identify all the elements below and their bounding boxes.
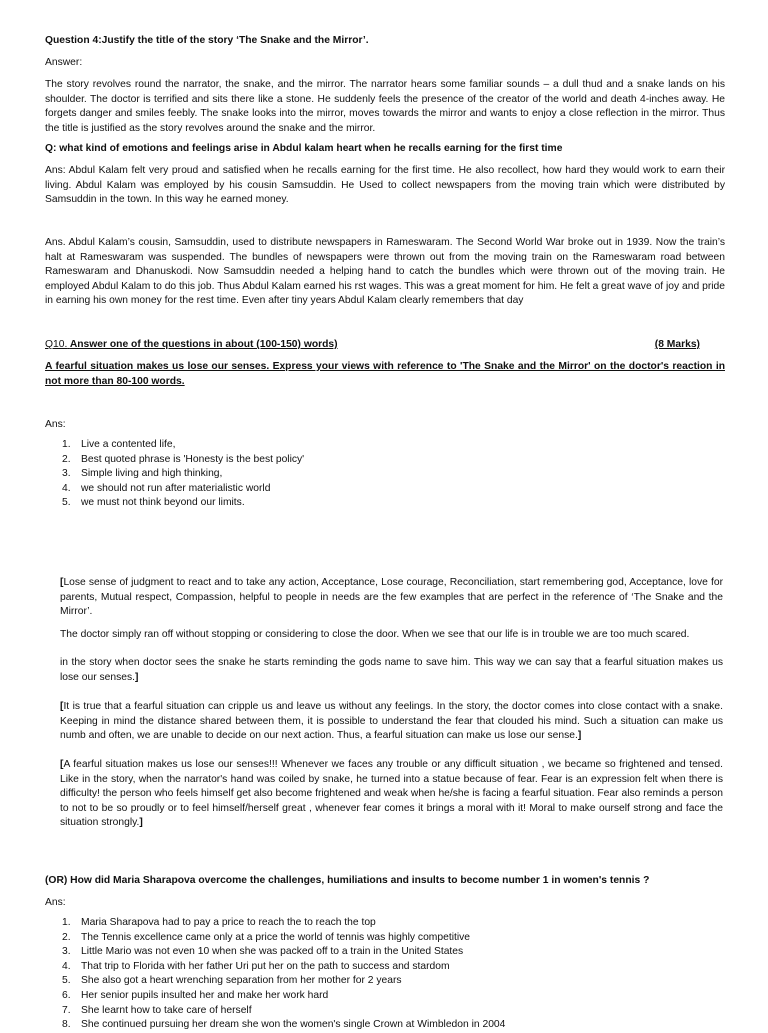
list-number: 4. (62, 482, 71, 494)
list-item (62, 482, 662, 497)
list-text: Her senior pupils insulted her and make her work hard (81, 989, 329, 1001)
bracket-1-text: Lose sense of judgment to react and to take any action, Acceptance, Lose courage, Reconciliation, start remembering god, Acceptance, love for parents, Mutual respect, Compassion, helpful to people in needs are the few examples that are perfect in the reference of ‘The Snake and the Mirror’. (60, 577, 723, 618)
list-number: 5. (62, 975, 71, 987)
list-item (62, 496, 662, 511)
or-ans-label: Ans: (45, 897, 66, 908)
list-text: Little Mario was not even 10 when she was packed off to a train in the United States (81, 946, 464, 958)
bracket-open: [ (60, 759, 64, 770)
list-text: That trip to Florida with her father Uri put her on the path to success and stardom (81, 960, 450, 972)
list-text: we must not think beyond our limits. (81, 497, 245, 509)
question-4-answer: The story revolves round the narrator, the snake, and the mirror. The narrator hears some familiar sounds – a dull thud and a snake lands on his shoulder. The doctor is terrified and sits there like a stone. He suddenly feels the presence of the creator of the world and death 4-inches away. He forgets danger and smiles feebly. The snake looks into the mirror, moves towards the mirror and wants to enjoy a close reflection in the mirror. Thus the title is justified as the story revolves around the snake and the mirror. (45, 79, 725, 134)
list-number: 1. (62, 917, 71, 928)
kalam-question: Q: what kind of emotions and feelings arise in Abdul kalam heart when he recalls earning for the first time (45, 143, 563, 154)
kalam-answer-1: Ans: Abdul Kalam felt very proud and satisfied when he recalls earning for the first time. He also recollect, how hard they would work to earn their living. Abdul Kalam was employed by his cousin Samsuddin. He Used to collect newspapers from the moving train which were distributed by Samsuddin in the town. In this way he earned money. (45, 165, 725, 206)
list-number: 6. (62, 989, 71, 1001)
q10-number: Q10. (45, 339, 68, 350)
question-4-heading: Question 4:Justify the title of the story ‘The Snake and the Mirror’. (45, 35, 369, 46)
list-text: Live a contented life, (81, 439, 176, 450)
list-number: 7. (62, 1004, 71, 1016)
list-text: She continued pursuing her dream she won the women's single Crown at Wimbledon in 2004 (81, 1019, 506, 1031)
list-number: 4. (62, 960, 71, 972)
q10-left (45, 338, 338, 353)
bracket-close: ] (134, 671, 139, 683)
list-number: 8. (62, 1019, 71, 1031)
bracket-3-text: A fearful situation makes us lose our senses!!! Whenever we faces any trouble or any difficult situation , we became so frightened and tensed. Like in the story, when the narrator's hand was coiled by snake, he turned into a statue because of fear. Fear is an expression felt when there is difficulty! the person who feels himself get also become frightened and weak when he/she is facing a fearful situation. Fear also reminds a person to not to be so proudly or to feel himself/herself great , whenever fear comes it brings a moral with it! Moral to make ourself strong and face the situation strongly. (60, 759, 723, 829)
list-item (62, 931, 702, 946)
bracket-close: ] (139, 817, 143, 829)
list-text: The Tennis excellence came only at a price the world of tennis was highly competitive (81, 931, 471, 943)
q10-question: A fearful situation makes us lose our senses. Express your views with reference to 'The Snake and the Mirror' on the doctor's reaction in not more than 80-100 words. (45, 361, 725, 387)
list-item (62, 960, 702, 975)
list-item (62, 438, 662, 453)
list-item (62, 945, 702, 960)
or-question: (OR) How did Maria Sharapova overcome the challenges, humiliations and insults to become number 1 in women's tennis ? (45, 875, 650, 886)
q10-instruction: Answer one of the questions in about (100-150) words) (69, 339, 338, 350)
list-text: She learnt how to take care of herself (81, 1004, 252, 1016)
list-text: Simple living and high thinking, (81, 468, 223, 480)
list-number: 3. (62, 946, 71, 958)
answer-label: Answer: (45, 57, 83, 68)
story-text: in the story when doctor sees the snake he starts reminding the gods name to save him. This way we can say that a fearful situation makes us lose our senses. (60, 657, 723, 683)
q10-points-list (62, 438, 662, 511)
bracket-2-text: It is true that a fearful situation can cripple us and leave us without any feelings. In the story, the doctor comes into close contact with a snake. Keeping in mind the distance shared between them, it is possible to understand the fear that clouded his mind. Such a situation can make us numb and often, we are unable to decide on our next action. Thus, a fearful situation can make us lose our sense. (60, 701, 723, 742)
doctor-paragraph: The doctor simply ran off without stopping or considering to close the door. When we see that our life is in trouble we are too much scared. (60, 629, 690, 640)
list-item (62, 1004, 702, 1019)
kalam-answer-2: Ans. Abdul Kalam’s cousin, Samsuddin, used to distribute newspapers in Rameswaram. The Second World War broke out in 1939. Now the train’s halt at Rameswaram was suspended. The bundles of newspapers were thrown out from the moving train on the Rameswaram road between Rameswaram and Dhanuskodi. Now Samsuddin needed a helping hand to catch the bundles which were thrown out of the moving train. He employed Abdul Kalam to do this job. Thus Abdul Kalam earned his rst wages. This was a great moment for him. He felt a great wave of joy and pride in earning his own money for the rest time. Even after tiny years Abdul Kalam clearly remembers that day (45, 237, 725, 307)
list-item (62, 1018, 702, 1033)
bracket-block-1 (60, 576, 723, 620)
list-number: 3. (62, 468, 71, 480)
bracket-block-2 (60, 700, 723, 744)
list-text: Best quoted phrase is 'Honesty is the best policy' (81, 453, 305, 465)
list-number: 5. (62, 497, 71, 509)
story-paragraph (60, 656, 723, 685)
list-item (62, 916, 702, 931)
list-number: 2. (62, 453, 71, 465)
list-item (62, 467, 662, 482)
list-text: She also got a heart wrenching separation from her mother for 2 years (81, 975, 402, 987)
list-number: 2. (62, 931, 71, 943)
list-item (62, 989, 702, 1004)
bracket-block-3 (60, 758, 723, 831)
list-text: Maria Sharapova had to pay a price to reach the to reach the top (81, 917, 376, 928)
q10-ans-label: Ans: (45, 419, 66, 430)
or-points-list (62, 916, 702, 1033)
list-text: we should not run after materialistic world (81, 482, 271, 494)
bracket-open: [ (60, 577, 64, 588)
bracket-open: [ (60, 701, 64, 712)
q10-marks: (8 Marks) (654, 339, 700, 350)
bracket-close: ] (577, 730, 582, 742)
list-item (62, 453, 662, 468)
list-item (62, 974, 702, 989)
list-number: 1. (62, 439, 71, 450)
q10-header (45, 338, 725, 353)
